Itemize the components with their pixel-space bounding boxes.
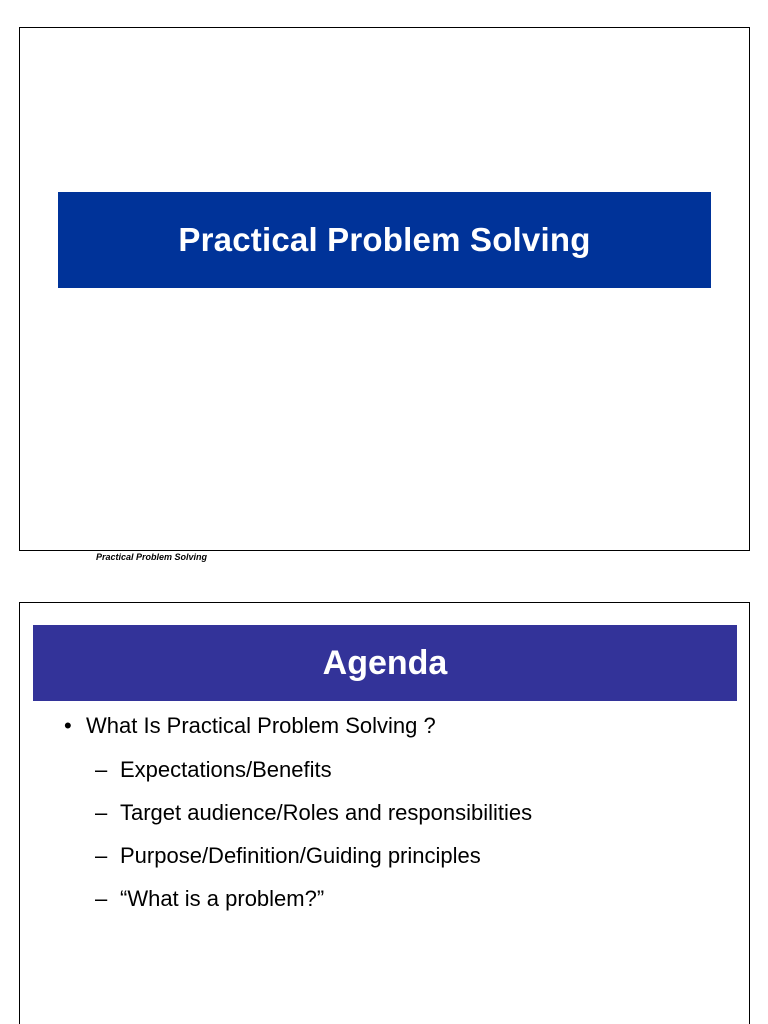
agenda-subitem (95, 886, 324, 912)
agenda-subitem (95, 800, 532, 826)
title-band (58, 192, 711, 288)
sub-marker: – (95, 800, 108, 825)
title-slide (19, 27, 750, 551)
agenda-subitem-text: Purpose/Definition/Guiding principles (120, 843, 481, 868)
agenda-subitem (95, 843, 481, 869)
sub-marker: – (95, 886, 108, 911)
agenda-item-text: What Is Practical Problem Solving ? (86, 713, 436, 738)
sub-marker: – (95, 757, 108, 782)
agenda-subitem-text: Expectations/Benefits (120, 757, 332, 782)
agenda-subitem-text: “What is a problem?” (120, 886, 325, 911)
agenda-title: Agenda (322, 643, 448, 682)
slide-title: Practical Problem Solving (178, 221, 591, 258)
agenda-subitem (95, 757, 332, 783)
agenda-item (64, 713, 436, 739)
agenda-slide (19, 602, 750, 1024)
agenda-subitem-text: Target audience/Roles and responsibilities (120, 800, 533, 825)
slide-footer: Practical Problem Solving (96, 552, 208, 562)
agenda-title-band (33, 625, 737, 701)
sub-marker: – (95, 843, 108, 868)
bullet-marker: • (64, 713, 72, 738)
